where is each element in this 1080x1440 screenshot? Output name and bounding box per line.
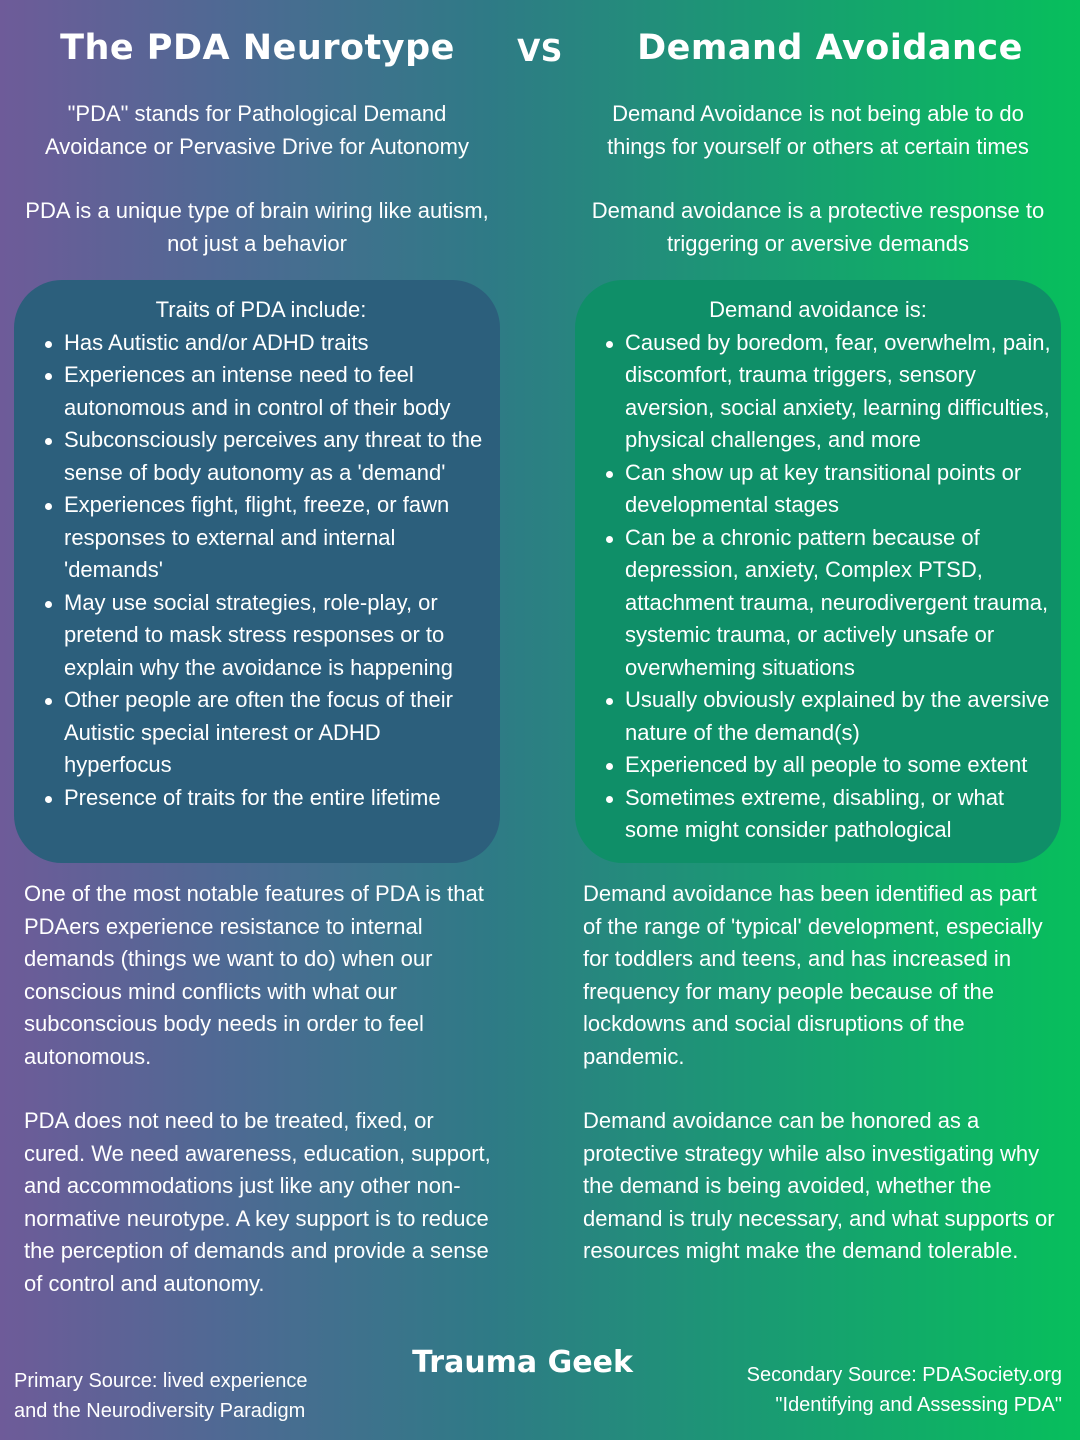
list-item: Caused by boredom, fear, overwhelm, pain, discomfort, trauma triggers, sensory aversion, social anxiety, learning difficulties, physical challenges, and more bbox=[575, 327, 1061, 457]
primary-source-line-2: and the Neurodiversity Paradigm bbox=[14, 1400, 306, 1422]
demand-avoidance-heading: Demand avoidance is: bbox=[709, 297, 927, 322]
pda-traits-list bbox=[14, 327, 500, 815]
list-item: Can show up at key transitional points or developmental stages bbox=[575, 457, 1061, 522]
right-intro-definition: Demand Avoidance is not being able to do things for yourself or others at certain times bbox=[607, 101, 1029, 159]
right-column-title: Demand Avoidance bbox=[637, 28, 1023, 68]
left-paragraph-internal-demands: One of the most notable features of PDA is that PDAers experience resistance to internal demands (things we want to do) when our conscious mind conflicts with what our subconscious body needs in order to feel autonomous. bbox=[24, 881, 484, 1069]
demand-avoidance-box bbox=[575, 280, 1061, 863]
list-item: Subconsciously perceives any threat to the sense of body autonomy as a 'demand' bbox=[14, 424, 500, 489]
primary-source bbox=[14, 1366, 354, 1426]
right-paragraph-protective-strategy: Demand avoidance can be honored as a protective strategy while also investigating why the demand is being avoided, whether the demand is truly necessary, and what supports or resources might make the demand tolerable. bbox=[583, 1108, 1055, 1263]
list-item: Experiences fight, flight, freeze, or fawn responses to external and internal 'demands' bbox=[14, 489, 500, 587]
list-item: Experiences an intense need to feel autonomous and in control of their body bbox=[14, 359, 500, 424]
left-intro-description: PDA is a unique type of brain wiring like autism, not just a behavior bbox=[25, 198, 489, 256]
pda-traits-heading: Traits of PDA include: bbox=[155, 297, 367, 322]
secondary-source-line-1: Secondary Source: PDASociety.org bbox=[746, 1364, 1062, 1386]
primary-source-line-1: Primary Source: lived experience bbox=[14, 1370, 308, 1392]
left-intro-definition: "PDA" stands for Pathological Demand Avoidance or Pervasive Drive for Autonomy bbox=[45, 101, 469, 159]
trauma-geek-logo-text: Trauma Geek bbox=[412, 1345, 633, 1380]
demand-avoidance-list bbox=[575, 327, 1061, 847]
right-intro-description: Demand avoidance is a protective response to triggering or aversive demands bbox=[591, 198, 1045, 256]
list-item: Other people are often the focus of their Autistic special interest or ADHD hyperfocus bbox=[14, 684, 500, 782]
list-item: Can be a chronic pattern because of depression, anxiety, Complex PTSD, attachment trauma, neurodivergent trauma, systemic trauma, or actively unsafe or overwheming situations bbox=[575, 522, 1061, 685]
left-paragraph-support: PDA does not need to be treated, fixed, or cured. We need awareness, education, support, and accommodations just like any other non-normative neurotype. A key support is to reduce the perception of demands and provide a sense of control and autonomy. bbox=[24, 1108, 491, 1296]
versus-label: VS bbox=[517, 34, 563, 69]
list-item: Experienced by all people to some extent bbox=[575, 749, 1061, 782]
pda-traits-box bbox=[14, 280, 500, 863]
secondary-source-line-2: "Identifying and Assessing PDA" bbox=[775, 1394, 1062, 1416]
list-item: Usually obviously explained by the aversive nature of the demand(s) bbox=[575, 684, 1061, 749]
left-column-title: The PDA Neurotype bbox=[60, 28, 455, 68]
right-paragraph-development: Demand avoidance has been identified as part of the range of 'typical' development, especially for toddlers and teens, and has increased in frequency for many people because of the lockdowns and social disruptions of the pandemic. bbox=[583, 881, 1043, 1069]
list-item: May use social strategies, role-play, or pretend to mask stress responses or to explain why the avoidance is happening bbox=[14, 587, 500, 685]
secondary-source bbox=[690, 1360, 1062, 1420]
list-item: Sometimes extreme, disabling, or what some might consider pathological bbox=[575, 782, 1061, 847]
list-item: Presence of traits for the entire lifetime bbox=[14, 782, 500, 815]
list-item: Has Autistic and/or ADHD traits bbox=[14, 327, 500, 360]
